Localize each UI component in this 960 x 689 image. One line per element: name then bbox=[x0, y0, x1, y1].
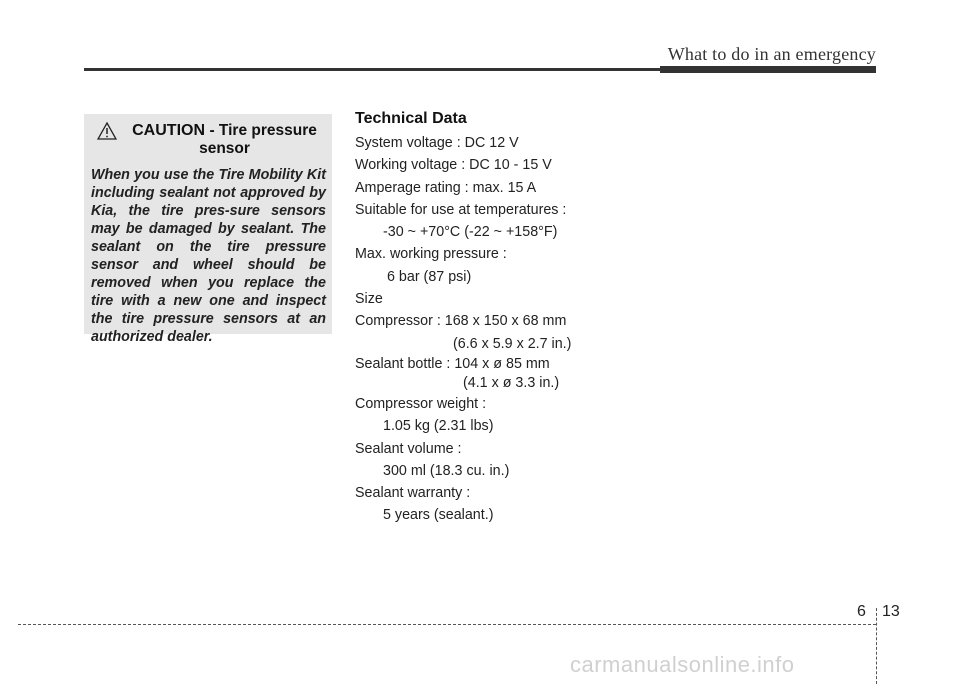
warning-triangle-icon bbox=[97, 122, 117, 140]
compressor-size-inches: (6.6 x 5.9 x 2.7 in.) bbox=[453, 335, 572, 352]
sealant-volume-value: 300 ml (18.3 cu. in.) bbox=[383, 462, 510, 479]
header-rule-accent bbox=[660, 66, 876, 73]
working-voltage: Working voltage : DC 10 - 15 V bbox=[355, 157, 552, 174]
pressure-value: 6 bar (87 psi) bbox=[387, 268, 472, 285]
technical-data-section bbox=[355, 110, 655, 527]
size-label: Size bbox=[355, 291, 383, 308]
sealant-bottle-size: Sealant bottle : 104 x ø 85 mm bbox=[355, 355, 550, 372]
caution-word: CAUTION bbox=[132, 122, 206, 139]
sealant-warranty-value: 5 years (sealant.) bbox=[383, 507, 494, 524]
compressor-weight-value: 1.05 kg (2.31 lbs) bbox=[383, 418, 494, 435]
page-number: 13 bbox=[882, 603, 900, 620]
sealant-volume-label: Sealant volume : bbox=[355, 440, 462, 457]
compressor-size: Compressor : 168 x 150 x 68 mm bbox=[355, 313, 567, 330]
section-title: What to do in an emergency bbox=[667, 44, 876, 64]
compressor-weight-label: Compressor weight : bbox=[355, 395, 487, 412]
footer-divider bbox=[876, 608, 877, 684]
caution-subtitle-2: sensor bbox=[199, 140, 250, 157]
sealant-bottle-size-inches: (4.1 x ø 3.3 in.) bbox=[463, 374, 560, 391]
amperage-rating: Amperage rating : max. 15 A bbox=[355, 179, 537, 196]
watermark: carmanualsonline.info bbox=[570, 652, 795, 677]
temperature-value: -30 ~ +70°C (-22 ~ +158°F) bbox=[383, 224, 558, 241]
caution-box bbox=[84, 114, 332, 345]
caution-title bbox=[123, 122, 326, 158]
sealant-warranty-label: Sealant warranty : bbox=[355, 485, 471, 502]
caution-header bbox=[91, 122, 326, 158]
temperature-label: Suitable for use at temperatures : bbox=[355, 201, 567, 218]
caution-body: When you use the Tire Mobility Kit including sealant not approved by Kia, the tire pres-sure sensors may be damaged by sealant. The sealant on the tire pressure sensor and wheel should be removed when you replace the tire with a new one and inspect the tire pressure sensors at an authorized dealer. bbox=[91, 167, 326, 345]
caution-subtitle-1: - Tire pressure bbox=[209, 122, 317, 139]
footer-rule bbox=[18, 624, 876, 625]
chapter-number: 6 bbox=[857, 603, 866, 620]
technical-data-title: Technical Data bbox=[355, 110, 467, 127]
system-voltage: System voltage : DC 12 V bbox=[355, 135, 519, 151]
pressure-label: Max. working pressure : bbox=[355, 246, 507, 263]
